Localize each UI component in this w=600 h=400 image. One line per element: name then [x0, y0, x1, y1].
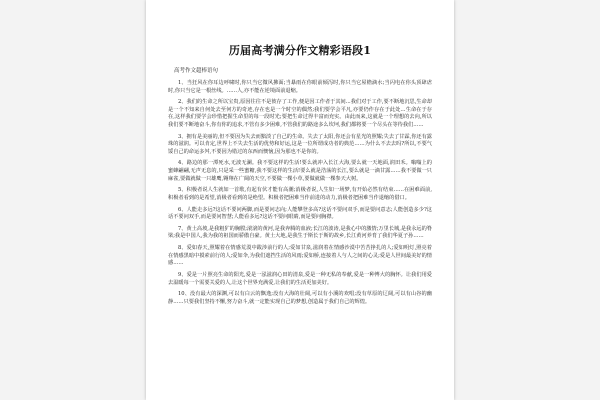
paragraph-10: 10、没有最大的深渊,可以有白云的飘逸;没有大海的壮阔,可以有小溪的欢唱;没有草原的辽阔,可以有山谷的幽静……只要我们坚持不懈,努力奋斗,就一定能实现自己的梦想,创造属于我们自己的辉煌。	[168, 291, 432, 305]
paragraph-2: 2、我们的生命之所以宝贵,原因往往不是彼存了工作,便是因工作者于其间...我们对于工作,要不断地沉思,生命却是一个不知来自何处去至何方的奇迹,存在也是一个时空的偶然;我们要学会平凡,亦要仍作存在于此处…生命在于存在,这样我们要学会珍惜把握生命里的每一段时光;要把生命过得丰富而充实。由此而来,这就是一个理想的去向,所以我们要不断地奋斗,你有你的追求,不管有多少困难,不管我们的路途多么坎坷,我们都将要一个尽头在等待我们……	[168, 99, 432, 128]
document-body	[168, 80, 432, 311]
paragraph-4: 4、路边的那一潭死水,无波无澜。我不要这样的生活!要么就冲入长江大海,要么就一天地面,润田禾。嗡嗡上的蜜蜂翩翩,无声无息的,只是采一些蜜糖,我不要这样的生活!要么就是浩荡的长江,要么就是一滴甘露……我不要做一只麻雀,要做就做一只雄鹰,翱翔在广阔的天空,不要做一棵小草,要做就做一棵参天大树。	[168, 160, 432, 182]
document-page	[146, 0, 454, 400]
document-title: 历届高考满分作文精彩语段1	[228, 44, 372, 57]
paragraph-6: 6、人能走多远?这话不要问两脚,而是要问志向;人能攀登多高?这话不要问双手,而是要问意志;人能创造多少?这话不要问双手,而是要问智慧;人能看多远?这话不要问眼睛,而是要问胸襟。	[168, 206, 432, 221]
paragraph-3: 3、拥有是美丽的,但不要因为失去而黯淡了自己的生命。失去了太阳,你还会有星光的照耀;失去了甘霖,你还有露珠的滋润。可以肯定,世界上不失去生活的优势和好运,这是一位所谓成功者的典范……为什么不去去吗?所以,不要气馁自己的命运多舛,不要因为错过的东西而懊恼,因为那也不是你的。	[168, 133, 432, 155]
paragraph-8: 8、爱如春天,照耀着在情感荒漠中跋涉前行的人;爱如甘泉,滋润着在情感沙漠中苦苦挣扎的人;爱如明灯,照亮着在情感黑暗中摸索前行的人;爱如伞,为我们遮挡生活的风雨;爱如桥,连接着人与人之间的心灵;爱是人世间最美好的情感……	[168, 245, 432, 267]
paragraph-7: 7、黄土高坡,是我粗犷的胸膛;滚滚的黄河,是我奔腾的血液;长江的波涛,是我心中的激情;万里长城,是我永远的脊梁;我是中国人,我为我的祖国而骄傲自豪。黄土大地,是我生于斯长于斯的故乡,长江黄河养育了我们华夏子孙……	[168, 225, 432, 240]
paragraph-9: 9、爱是一片照亮生命的阳光,爱是一泓滋润心田的清泉,爱是一种无私的奉献,爱是一种博大的胸怀。让我们用爱去温暖每一个需要关爱的人,让这个世界充满爱,让我们的生活更加美好。	[168, 271, 432, 286]
paragraph-1: 1、当狂风在你耳边呼啸时,你只当它微风拂面;当暴雨在你眼前倾泻时,你只当它屋檐滴水;当闪电在你头顶肆虐时,你只当它是一根丝线。……人,亦不能在逆境面前退缩。	[168, 80, 432, 94]
paragraph-5: 5、积极者说人生就如一首歌,有起有伏才能有高潮;消极者说,人生如一场梦,有开始必然有结束……在困难面前,积极者看到的是希望,消极者看到的是绝望。积极者把困难当作前进的动力,消极者把困难当作退缩的借口。	[168, 187, 432, 201]
document-subtitle: 高考作文超棒语句	[174, 68, 219, 74]
